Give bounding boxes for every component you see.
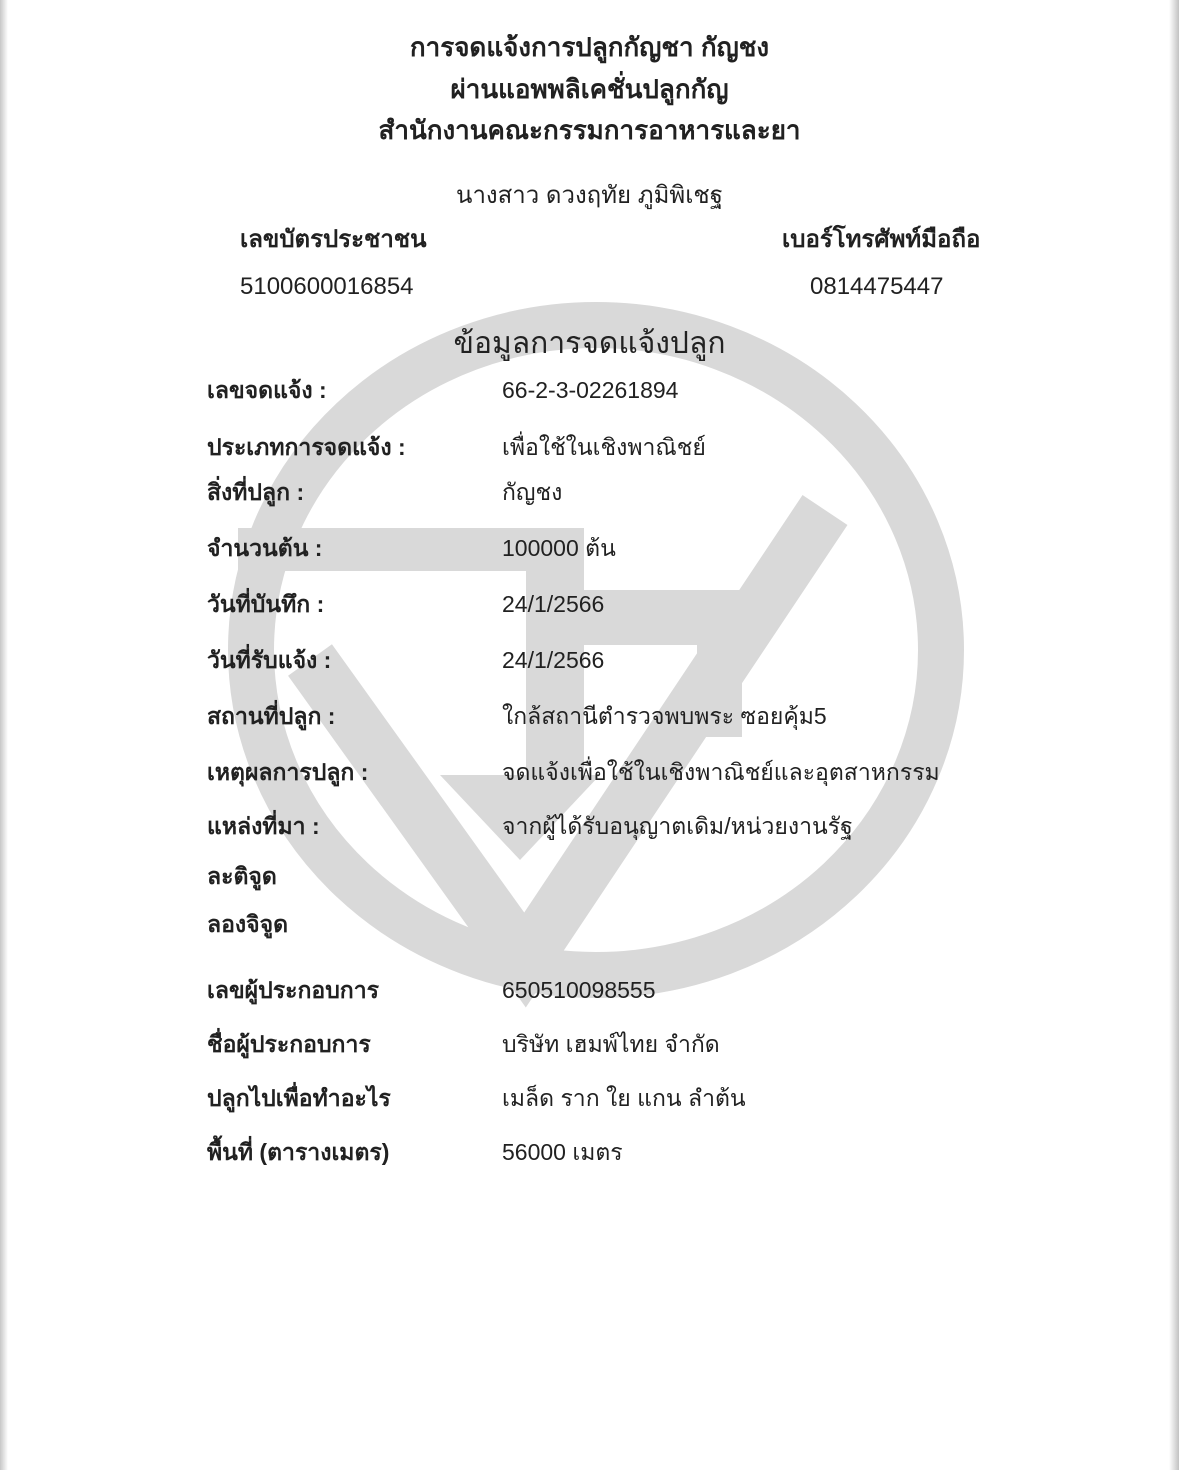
field-label: จำนวนต้น : xyxy=(207,535,323,561)
field-row-purpose xyxy=(0,1083,1179,1114)
field-value: 650510098555 xyxy=(502,977,656,1003)
field-row-source xyxy=(0,811,1179,842)
field-row-operator-number xyxy=(0,975,1179,1006)
doc-title-line-2: ผ่านแอพพลิเคชั่นปลูกกัญ xyxy=(450,74,729,104)
field-label: ชื่อผู้ประกอบการ xyxy=(207,1031,371,1057)
field-row-registration-type xyxy=(0,432,1179,463)
field-label: วันที่บันทึก : xyxy=(207,591,325,617)
field-row-plant-type xyxy=(0,477,1179,508)
doc-title-line-3: สำนักงานคณะกรรมการอาหารและยา xyxy=(378,115,801,145)
page-edge-right-shadow xyxy=(1169,0,1179,1470)
field-value: บริษัท เฮมพ์ไทย จำกัด xyxy=(502,1031,720,1057)
field-label: แหล่งที่มา : xyxy=(207,813,320,839)
field-value: 100000 ต้น xyxy=(502,535,616,561)
field-label: ละติจูด xyxy=(207,863,277,889)
section-title: ข้อมูลการจดแจ้งปลูก xyxy=(453,327,726,360)
field-value: 24/1/2566 xyxy=(502,591,605,617)
field-label: ลองจิจูด xyxy=(207,911,289,937)
field-row-operator-name xyxy=(0,1029,1179,1060)
field-value: 66-2-3-02261894 xyxy=(502,377,679,403)
field-row-area xyxy=(0,1137,1179,1168)
field-row-latitude xyxy=(0,861,1179,892)
phone-label: เบอร์โทรศัพท์มือถือ xyxy=(782,226,981,253)
phone-value: 0814475447 xyxy=(810,273,944,300)
field-value: เมล็ด ราก ใย แกน ลำต้น xyxy=(502,1085,746,1111)
field-row-plant-count xyxy=(0,533,1179,564)
field-value: จากผู้ได้รับอนุญาตเดิม/หน่วยงานรัฐ xyxy=(502,813,853,839)
field-label: สถานที่ปลูก : xyxy=(207,703,336,729)
field-label: วันที่รับแจ้ง : xyxy=(207,647,332,673)
field-value: จดแจ้งเพื่อใช้ในเชิงพาณิชย์และอุตสาหกรรม xyxy=(502,759,940,785)
field-label: เลขผู้ประกอบการ xyxy=(207,977,379,1003)
field-value: กัญชง xyxy=(502,479,563,505)
field-value: 56000 เมตร xyxy=(502,1139,623,1165)
id-card-label: เลขบัตรประชาชน xyxy=(240,226,427,253)
field-row-received-date xyxy=(0,645,1179,676)
field-row-plant-reason xyxy=(0,757,1179,788)
page-edge-left-shadow xyxy=(0,0,8,1470)
field-value: เพื่อใช้ในเชิงพาณิชย์ xyxy=(502,434,706,460)
field-label: เหตุผลการปลูก : xyxy=(207,759,369,785)
field-label: ปลูกไปเพื่อทำอะไร xyxy=(207,1085,391,1111)
field-row-longitude xyxy=(0,909,1179,940)
field-label: ประเภทการจดแจ้ง : xyxy=(207,434,406,460)
field-label: เลขจดแจ้ง : xyxy=(207,377,327,403)
applicant-name: นางสาว ดวงฤทัย ภูมิพิเชฐ xyxy=(456,182,723,209)
field-row-plant-location xyxy=(0,701,1179,732)
id-card-value: 5100600016854 xyxy=(240,273,414,300)
doc-title-line-1: การจดแจ้งการปลูกกัญชา กัญชง xyxy=(409,32,770,62)
field-label: พื้นที่ (ตารางเมตร) xyxy=(207,1139,390,1165)
field-value: 24/1/2566 xyxy=(502,647,605,673)
field-value: ใกล้สถานีตำรวจพบพระ ซอยคุ้ม5 xyxy=(502,703,827,729)
field-label: สิ่งที่ปลูก : xyxy=(207,479,305,505)
field-row-record-date xyxy=(0,589,1179,620)
field-row-registration-number xyxy=(0,375,1179,406)
